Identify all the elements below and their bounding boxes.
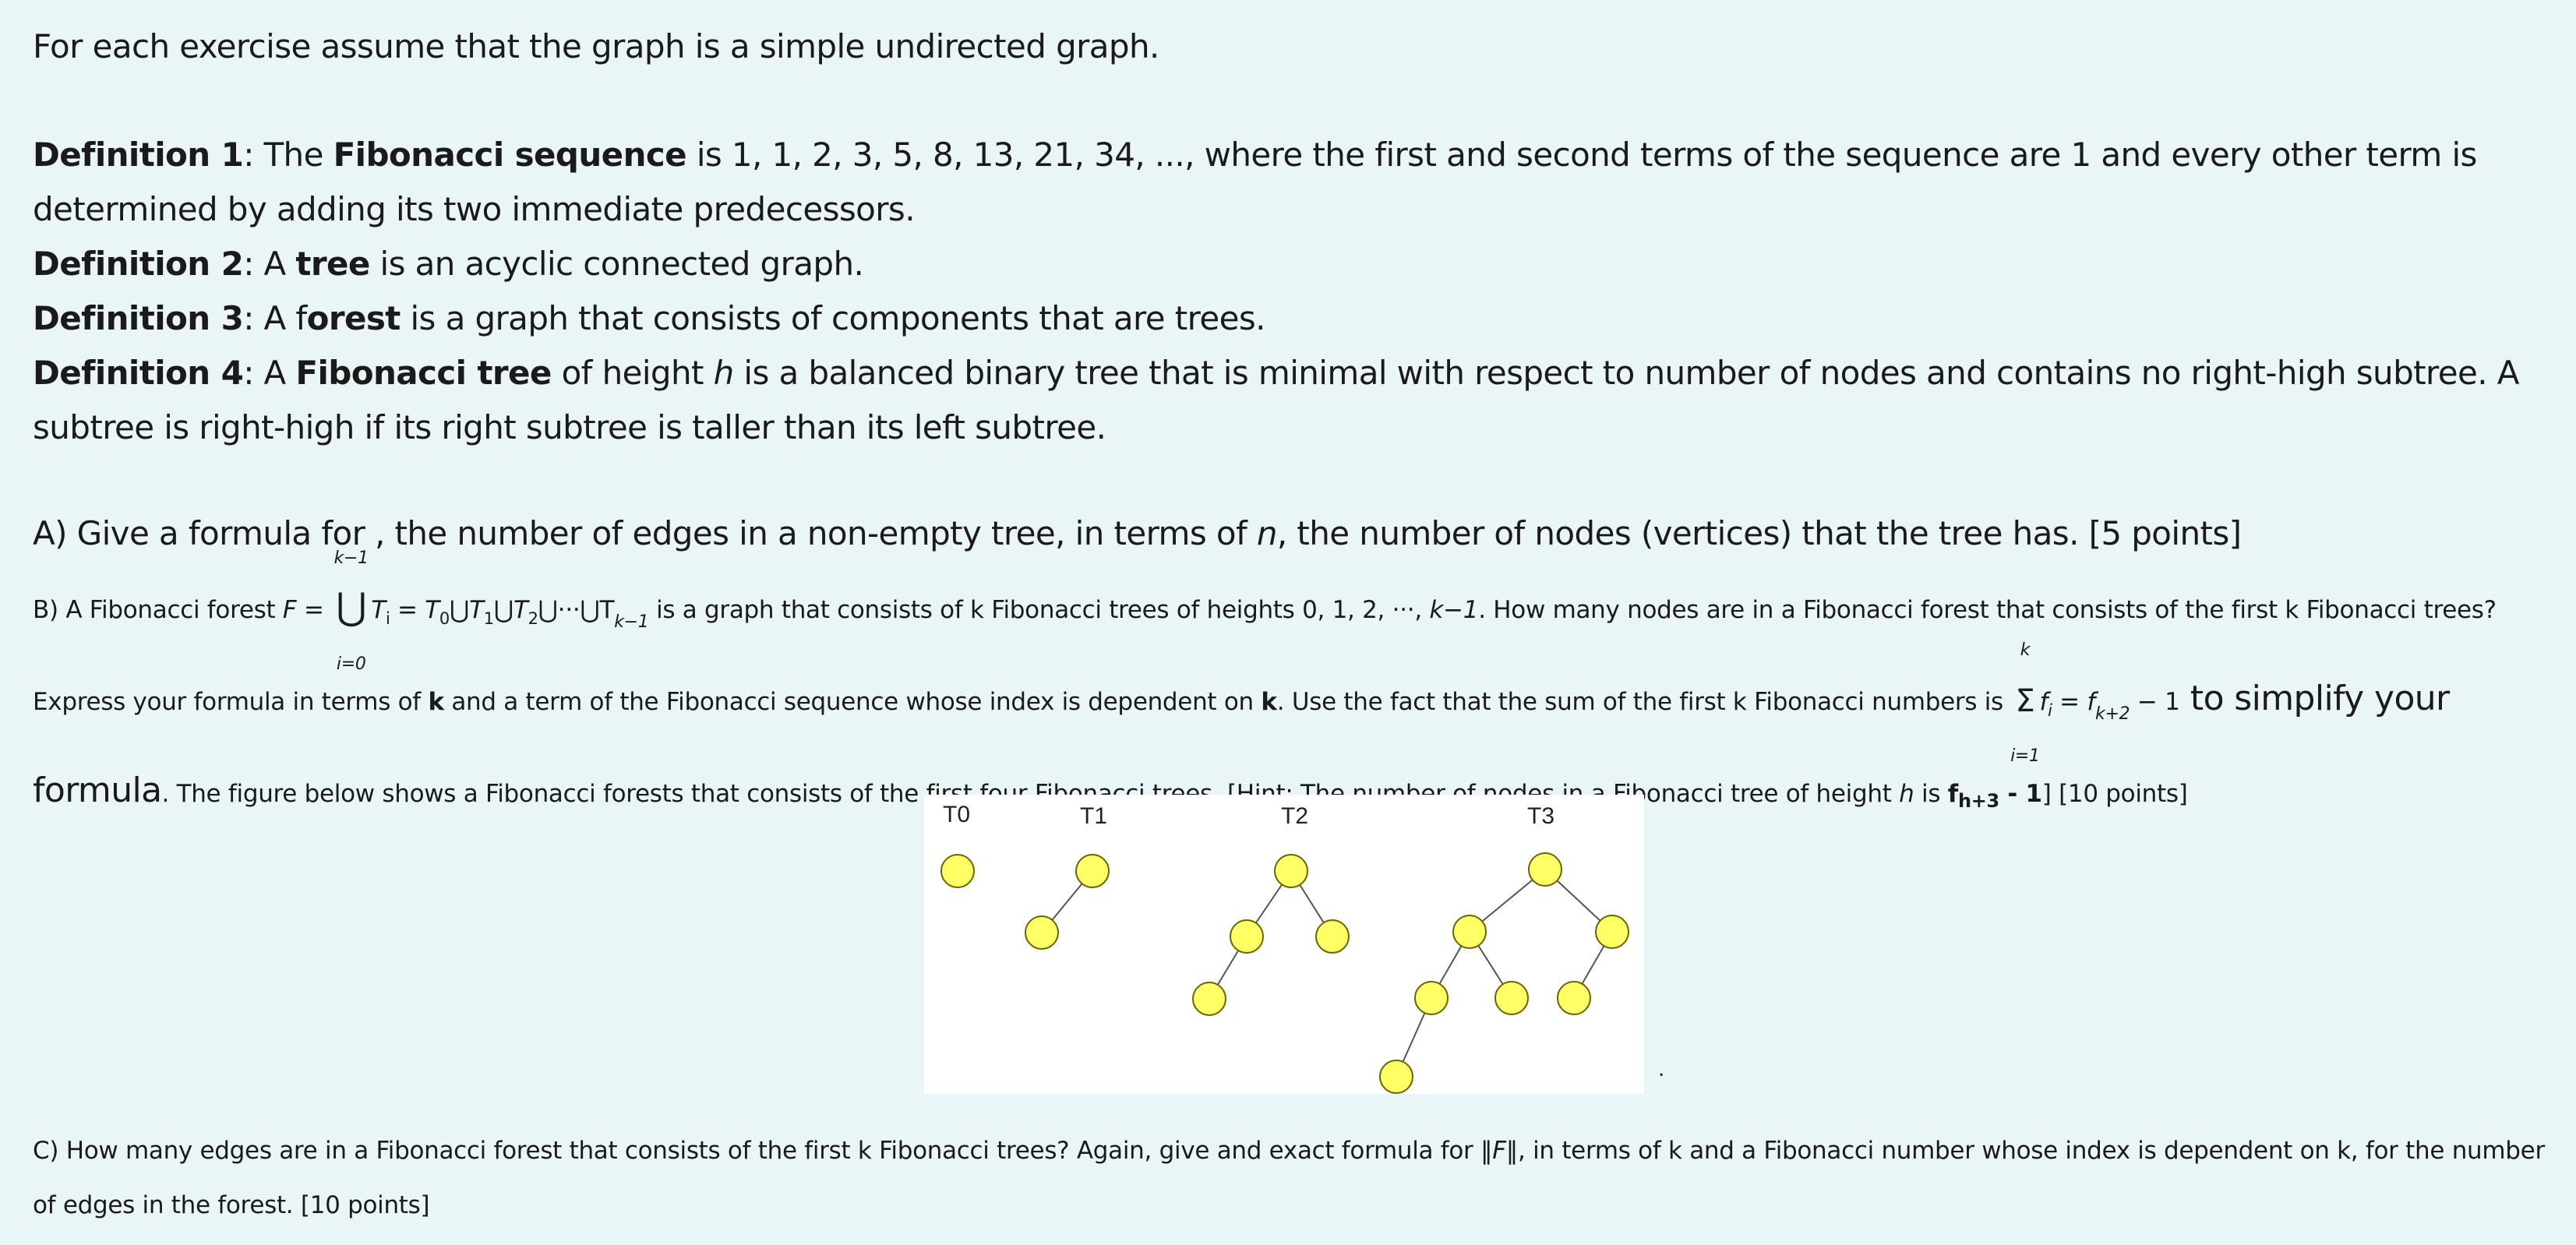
definition-3: Definition 3: A forest is a graph that consists of components that are trees. xyxy=(33,299,1265,337)
tree-label-t2: T2 xyxy=(1281,803,1309,829)
definition-1: Definition 1: The Fibonacci sequence is 1, 1, 2, 3, 5, 8, 13, 21, 34, ..., where the first and second terms of the sequence are 1 and every other term is determined by adding its two immediate predecessors. xyxy=(33,136,2477,228)
sum-operator: k Σ i=1 xyxy=(2010,640,2040,766)
tree-label-t0: T0 xyxy=(943,802,971,827)
definition-3-term: orest xyxy=(306,299,401,337)
definition-2-label: Definition 2 xyxy=(33,245,244,283)
tree-node xyxy=(1529,853,1561,886)
definitions xyxy=(33,128,2545,455)
part-c: C) How many edges are in a Fibonacci forest that consists of the first k Fibonacci trees? Again, give and exact formula for ‖F‖, in terms of k and a Fibonacci number whose index is dependent on k, for the number of edges in the forest. [10 points] xyxy=(33,1137,2545,1219)
tree-node xyxy=(1596,915,1629,948)
definition-1-term: Fibonacci sequence xyxy=(333,136,687,174)
tree-node xyxy=(1453,915,1486,948)
tree-node xyxy=(1316,920,1349,953)
tree-label-t1: T1 xyxy=(1080,803,1108,829)
intro-sentence: For each exercise assume that the graph is a simple undirected graph. xyxy=(33,27,1159,65)
union-operator: k−1 ⋃ i=0 xyxy=(333,548,369,674)
tree-node xyxy=(1415,982,1448,1014)
tree-node xyxy=(1193,982,1226,1015)
trailing-dot: . xyxy=(1658,1058,1665,1081)
tree-label-t3: T3 xyxy=(1527,803,1555,829)
part-a: A) Give a formula for , the number of edges in a non-empty tree, in terms of n, the number of nodes (vertices) that the tree has. [5 points] xyxy=(33,514,2242,552)
tree-node xyxy=(1380,1060,1413,1093)
definition-4: Definition 4: A Fibonacci tree of height h is a balanced binary tree that is minimal with respect to number of nodes and contains no right-high subtree. A subtree is right-high if its right subtree is taller than its left subtree. xyxy=(33,354,2519,446)
tree-node xyxy=(1275,855,1307,887)
tree-node xyxy=(1076,855,1109,887)
definition-3-label: Definition 3 xyxy=(33,299,244,337)
tree-node xyxy=(1558,982,1590,1014)
tree-node xyxy=(1495,982,1528,1014)
definition-2: Definition 2: A tree is an acyclic connected graph. xyxy=(33,245,864,283)
intro-text xyxy=(33,19,2545,74)
tree-node xyxy=(941,855,974,887)
definition-4-term: Fibonacci tree xyxy=(295,354,552,392)
definition-2-term: tree xyxy=(295,245,370,283)
definition-1-label: Definition 1 xyxy=(33,136,244,174)
tree-node xyxy=(1230,920,1263,953)
definition-4-label: Definition 4 xyxy=(33,354,244,392)
sum-formula: k Σ i=1 $f_i = f_{k+2} - 1$ xyxy=(2010,640,2180,766)
union-formula: F = k−1 ⋃ i=0 $T_i$ = $T_0⋃T_1⋃T_2⋃\cdot\cdot\cdot⋃T_{k-1}$ xyxy=(282,548,649,674)
fibonacci-forest-figure xyxy=(924,795,1644,1094)
tree-node xyxy=(1025,916,1058,949)
part-b: B) A Fibonacci forest F = k−1 ⋃ i=0 $T_i$ = $T_0⋃T_1⋃T_2⋃\cdot\cdot\cdot⋃T_{k-1}$ is a graph that consists of k Fibonacci trees of heights 0, 1, 2, ···, k−1. How many nodes are in a Fibonacci forest that consists of the first k Fibonacci trees? Express your formula in terms of k and a term of the Fibonacci sequence whose index is dependent on k. Use the fact that the sum of the first k Fibonacci numbers is k Σ i=1 $f_i = f_{k+2} - 1$ to simplify your formula. The figure below shows a Fibonacci forests that consists of the first four Fibonacci trees. [Hint: The number of nodes in a Fibonacci tree of height h is $f_{h+3} - 1$] [10 points] xyxy=(33,548,2497,812)
